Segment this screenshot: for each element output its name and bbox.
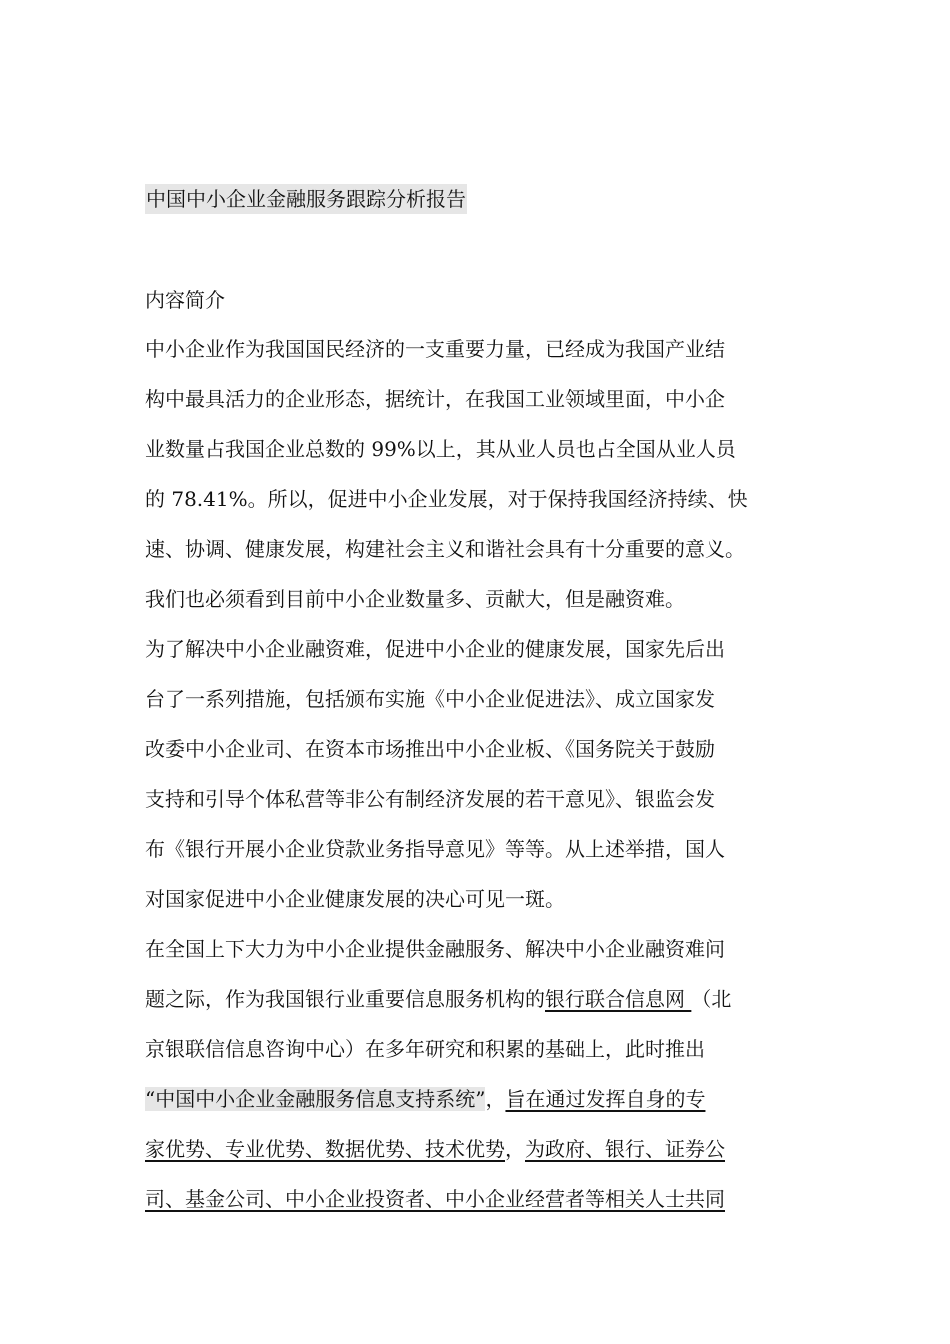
paragraph-line: 支持和引导个体私营等非公有制经济发展的若干意见》、银监会发 <box>145 787 715 811</box>
audience-link-continued[interactable]: 司、基金公司、中小企业投资者、中小企业经营者等相关人士共同 <box>145 1187 725 1211</box>
paragraph-line: 速、协调、健康发展，构建社会主义和谐社会具有十分重要的意义。 <box>145 537 745 561</box>
paragraph-line <box>145 1084 705 1114</box>
paragraph-line: 为了解决中小企业融资难，促进中小企业的健康发展，国家先后出 <box>145 637 725 661</box>
paragraph-line <box>145 984 731 1014</box>
system-name-highlight: “中国中小企业金融服务信息支持系统” <box>145 1087 486 1111</box>
paragraph-line: 在全国上下大力为中小企业提供金融服务、解决中小企业融资难问 <box>145 937 725 961</box>
advantages-link[interactable]: 家优势、专业优势、数据优势、技术优势 <box>145 1137 505 1161</box>
paragraph-line: 中小企业作为我国国民经济的一支重要力量，已经成为我国产业结 <box>145 337 725 361</box>
section-heading: 内容简介 <box>145 288 225 312</box>
paragraph-line: 京银联信信息咨询中心）在多年研究和积累的基础上，此时推出 <box>145 1037 705 1061</box>
paragraph-line: 改委中小企业司、在资本市场推出中小企业板、《国务院关于鼓励 <box>145 737 715 761</box>
paragraph-line: 对国家促进中小企业健康发展的决心可见一斑。 <box>145 887 565 911</box>
bank-info-network-link[interactable]: 银行联合信息网 <box>545 987 692 1011</box>
line-text: （北 <box>691 987 732 1011</box>
line-text: ， <box>485 1087 506 1111</box>
line-text: ， <box>505 1137 525 1161</box>
paragraph-line: 构中最具活力的企业形态，据统计，在我国工业领域里面，中小企 <box>145 387 725 411</box>
paragraph-line <box>145 1134 725 1164</box>
paragraph-line: 业数量占我国企业总数的 99%以上，其从业人员也占全国从业人员 <box>145 437 736 461</box>
paragraph-line: 台了一系列措施，包括颁布实施《中小企业促进法》、成立国家发 <box>145 687 715 711</box>
paragraph-line: 布《银行开展小企业贷款业务指导意见》等等。从上述举措，国人 <box>145 837 725 861</box>
audience-link[interactable]: 为政府、银行、证券公 <box>525 1137 725 1161</box>
document-title: 中国中小企业金融服务跟踪分析报告 <box>145 184 467 214</box>
paragraph-line: 的 78.41%。所以，促进中小企业发展，对于保持我国经济持续、快 <box>145 487 748 511</box>
paragraph-line <box>145 1184 725 1214</box>
paragraph-line: 我们也必须看到目前中小企业数量多、贡献大，但是融资难。 <box>145 587 685 611</box>
line-text: 题之际，作为我国银行业重要信息服务机构的 <box>145 987 545 1011</box>
purpose-link[interactable]: 旨在通过发挥自身的专 <box>505 1087 706 1111</box>
